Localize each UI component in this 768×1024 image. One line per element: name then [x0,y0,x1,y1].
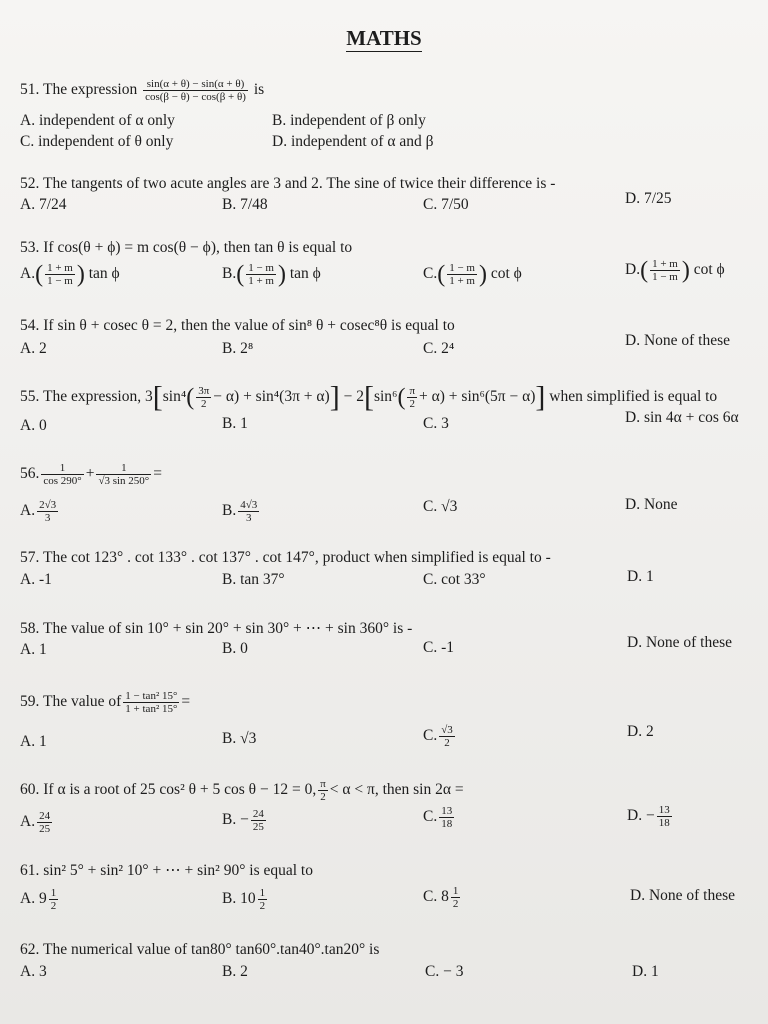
question-61: 61. sin² 5° + sin² 10° + ⋯ + sin² 90° is equal to [20,862,313,879]
option-a: A. $\frac{2√3}{3}$ [20,499,57,524]
option-d: D. 1 [632,963,659,980]
option-c: C. 2⁴ [423,340,455,357]
option-a: A.( $\frac{1 + m}{1 - m}$ ) tan ϕ [20,261,120,288]
option-c: C.( $\frac{1 - m}{1 + m}$ ) cot ϕ [423,261,522,288]
option-d: D. None of these [627,634,733,651]
option-c: C. independent of θ only [20,133,174,150]
question-62: 62. The numerical value of tan80° tan60°.tan40°.tan20° is [20,941,380,958]
option-a: A. 0 [20,417,47,434]
question-57: 57. The cot 123° . cot 133° . cot 137° . cot 147°, product when simplified is equal to - [20,549,551,566]
question-55: 55. The expression, 3[sin⁴( $\frac{3\pi}{2}$ − α) + sin⁴(3π + α)] − 2[sin⁶( $\frac{\pi}{2}$ + α) + sin⁶(5π − α)] when simplified is equal to [20,380,718,414]
option-a: A. -1 [20,571,52,588]
option-b: B. 0 [222,640,248,657]
option-a: A. 9 $\frac{1}{2}$ [20,887,57,912]
option-a: A. independent of α only [20,112,175,129]
option-d: D. None of these [630,887,736,904]
option-c: C. − 3 [425,963,464,980]
question-54: 54. If sin θ + cosec θ = 2, then the value of sin⁸ θ + cosec⁸θ is equal to [20,317,455,334]
option-d: D. sin 4α + cos 6α [625,409,739,426]
option-a: A. 3 [20,963,47,980]
option-c: C. $\frac{√3}{2}$ [423,724,453,749]
option-c: C. √3 [423,498,458,515]
option-b: B. 10 $\frac{1}{2}$ [222,887,266,912]
option-d: D. None [625,496,678,513]
option-b: B. 1 [222,415,248,432]
option-c: C. $\frac{13}{18}$ [423,805,453,830]
option-c: C. 7/50 [423,196,469,213]
question-53: 53. If cos(θ + ϕ) = m cos(θ − ϕ), then tan θ is equal to [20,239,353,256]
fraction: $\frac{\sin(\alpha + \theta) - \sin(\alpha + \theta)}{\cos(\beta - \theta) - \cos(\beta + \theta)}$ [145,78,246,103]
option-a: A. 1 [20,733,47,750]
option-b: B.( $\frac{1 - m}{1 + m}$ ) tan ϕ [222,261,321,288]
page-title: MATHS [346,26,422,50]
option-d: D. 1 [627,568,654,585]
option-b: B. 7/48 [222,196,268,213]
option-d: D. − $\frac{13}{18}$ [627,804,670,829]
option-b: B. √3 [222,730,257,747]
option-c: C. cot 33° [423,571,486,588]
question-59: 59. The value of $\frac{\text{1 − tan² 15°}}{\text{1 + tan² 15°}}$ = [20,690,191,715]
option-d: D. independent of α and β [272,133,434,150]
option-a: A. 1 [20,641,47,658]
option-c: C. 3 [423,415,449,432]
question-56: 56. $\frac{1}{\cos 290^\circ}$ + $\frac{1}{√3 \sin 250^\circ}$ = [20,462,162,487]
option-a: A. 2 [20,340,47,357]
option-d: D.( $\frac{1 + m}{1 - m}$ ) cot ϕ [625,257,725,284]
option-b: B. $\frac{4√3}{3}$ [222,499,258,524]
question-52: 52. The tangents of two acute angles are 3 and 2. The sine of twice their difference is - [20,175,556,192]
option-b: B. independent of β only [272,112,426,129]
question-51: 51. The expression $\frac{\sin(\alpha + \theta) - \sin(\alpha + \theta)}{\cos(\beta - \theta) - \cos(\beta + \theta)}$ is [20,78,265,103]
option-b: B. 2⁸ [222,340,254,357]
option-a: A. 7/24 [20,196,67,213]
question-60: 60. If α is a root of 25 cos² θ + 5 cos θ − 12 = 0, $\frac{\pi}{2}$ < α < π, then sin 2α = [20,778,464,803]
option-d: D. 7/25 [625,190,672,207]
option-d: D. 2 [627,723,654,740]
option-b: B. − $\frac{24}{25}$ [222,808,264,833]
option-a: A. $\frac{24}{25}$ [20,810,51,835]
option-c: C. 8 $\frac{1}{2}$ [423,885,459,910]
option-c: C. -1 [423,639,454,656]
option-d: D. None of these [625,332,731,349]
question-58: 58. The value of sin 10° + sin 20° + sin 30° + ⋯ + sin 360° is - [20,620,413,637]
option-b: B. tan 37° [222,571,285,588]
option-b: B. 2 [222,963,248,980]
